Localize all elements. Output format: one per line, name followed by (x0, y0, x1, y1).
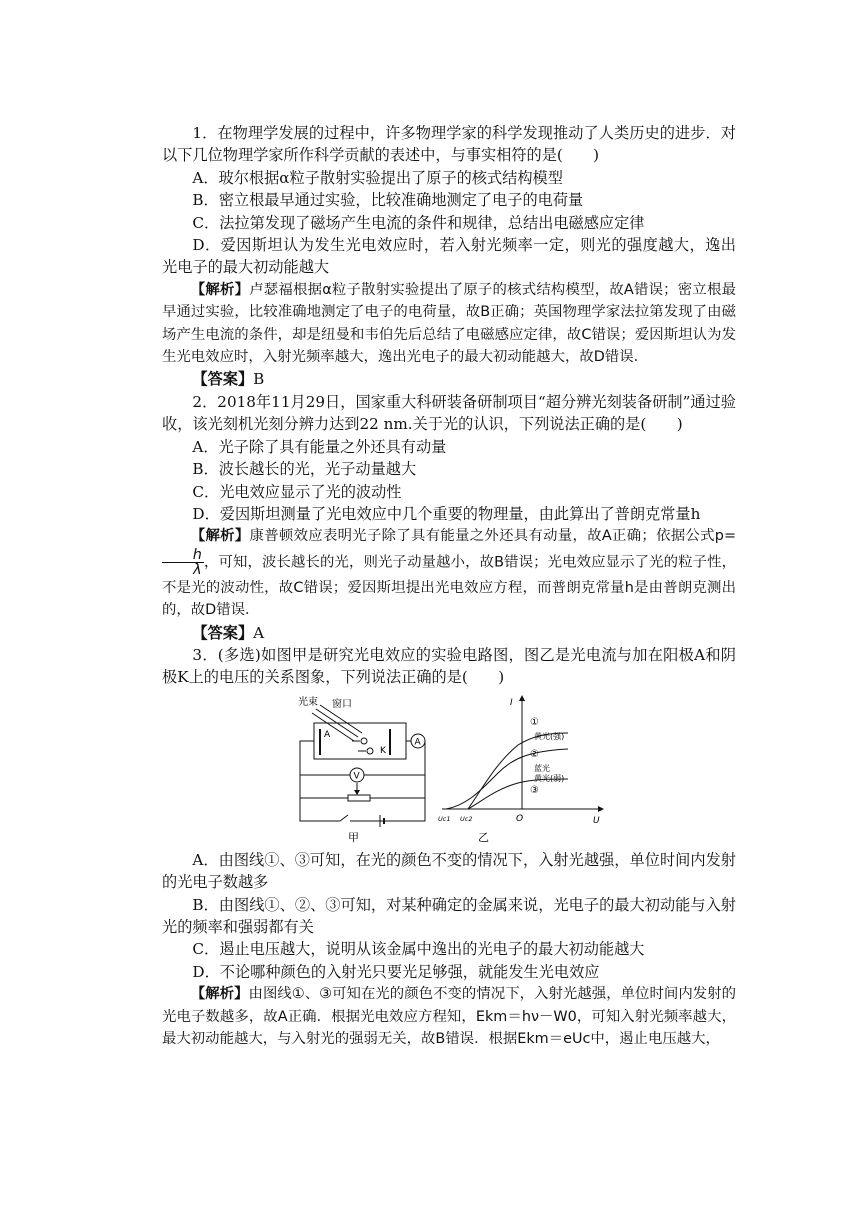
question-1-stem: 1．在物理学发展的过程中，许多物理学家的科学发现推动了人类历史的进步．对以下几位物理学家所作科学贡献的表述中，与事实相符的是( ) (162, 124, 736, 165)
switch-icon (340, 815, 348, 821)
question-1-answer (162, 368, 736, 390)
question-3-option-a: A．由图线①、③可知，在光的颜色不变的情况下，入射光越强，单位时间内发射的光电子数越多 (162, 850, 736, 892)
question-1-analysis (162, 279, 736, 369)
figure-jia-circuit (292, 693, 432, 843)
window-label: 窗口 (332, 698, 352, 710)
curve-2-number: ② (530, 748, 539, 760)
x-axis-label: U (593, 815, 600, 826)
analysis-text-2: ，可知，波长越长的光，则光子动量越小，故B错误；光电效应显示了光的粒子性，不是光的波动性，故C错误；爱因斯坦提出光电效应方程，而普朗克常量h是由普朗克测出的，故D错误． (162, 554, 736, 619)
voltmeter-label: V (353, 771, 360, 782)
question-1-option-d: D．爱因斯坦认为发生光电效应时，若入射光频率一定，则光的强度越大，逸出光电子的最大初动能越大 (162, 236, 736, 277)
light-beam-label: 光束 (298, 696, 318, 708)
uc2-label: Uc2 (460, 814, 473, 823)
curve-3-label: 黄光(弱) (534, 773, 565, 783)
origin-label: O (516, 813, 524, 824)
uc1-label: Uc1 (438, 814, 451, 823)
figure-yi-caption: 乙 (478, 830, 489, 843)
question-3-analysis (162, 983, 736, 1050)
answer-value: B (253, 370, 265, 389)
question-3-option-b: B．由图线①、②、③可知，对某种确定的金属来说，光电子的最大初动能与入射光的频率和强弱都有关 (162, 895, 736, 936)
question-2 (162, 391, 736, 644)
anode-label: A (324, 729, 331, 740)
question-3-figures (162, 693, 736, 843)
cathode-label: K (380, 745, 386, 756)
question-2-option-d: D．爱因斯坦测量了光电效应中几个重要的物理量，由此算出了普朗克常量h (192, 504, 701, 523)
answer-label: 【答案】 (192, 370, 254, 389)
question-2-option-a: A．光子除了具有能量之外还具有动量 (192, 437, 447, 456)
question-2-option-b: B．波长越长的光，光子动量越大 (192, 460, 417, 479)
answer-label: 【答案】 (192, 623, 254, 642)
fraction-denominator: λ (193, 561, 202, 578)
question-2-option-c: C．光电效应显示了光的波动性 (192, 482, 402, 501)
document-page (162, 122, 736, 1050)
question-2-answer (162, 622, 736, 644)
question-2-analysis (162, 525, 736, 621)
curve-1-number: ① (530, 716, 539, 728)
analysis-text: 由图线①、③可知在光的颜色不变的情况下，入射光越强，单位时间内发射的光电子数越多，故A正确．根据光电效应方程知，Ekm＝hν－W0，可知入射光频率越大，最大初动能越大，与入射光的强弱无关，故B错误．根据Ekm＝eUc中，遏止电压越大， (162, 986, 736, 1047)
analysis-label: 【解析】 (190, 986, 249, 1003)
analysis-text: 卢瑟福根据α粒子散射实验提出了原子的核式结构模型，故A错误；密立根最早通过实验，比较准确地测定了电子的电荷量，故B正确；英国物理学家法拉第发现了由磁场产生电流的条件，却是纽曼和韦伯先后总结了电磁感应定律，故C错误；爱因斯坦认为发生光电效应时，入射光频率越大，逸出光电子的最大初动能越大，故D错误． (162, 281, 736, 366)
y-axis-label: I (510, 697, 513, 708)
ammeter-label: A (414, 737, 421, 748)
answer-value: A (253, 623, 265, 642)
curve-3-yellow-weak (468, 779, 568, 809)
curve-3-number: ③ (530, 784, 539, 796)
electron-icon (352, 738, 373, 754)
curve-1-label: 黄光(强) (534, 731, 565, 741)
figure-yi-graph (438, 693, 608, 843)
question-3-option-d: D．不论哪种颜色的入射光只要光足够强，就能发生光电效应 (192, 962, 600, 981)
fraction-h-over-lambda (162, 548, 204, 577)
figure-jia-caption: 甲 (348, 830, 359, 843)
analysis-label: 【解析】 (190, 528, 250, 545)
analysis-label: 【解析】 (190, 281, 250, 298)
question-3 (162, 644, 736, 1050)
rheostat-icon (348, 795, 370, 801)
question-2-stem: 2．2018年11月29日，国家重大科研装备研制项目“超分辨光刻装备研制”通过验收，该光刻机光刻分辨力达到22 nm.关于光的认识，下列说法正确的是( ) (162, 392, 736, 434)
fraction-numerator: h (162, 548, 204, 563)
curve-1-yellow-strong (468, 733, 568, 809)
curve-2-label: 蓝光 (534, 763, 550, 773)
question-3-stem: 3．(多选)如图甲是研究光电效应的实验电路图，图乙是光电流与加在阳极A和阴极K上的电压的关系图象，下列说法正确的是( ) (162, 645, 736, 687)
analysis-text-1: 康普顿效应表明光子除了具有能量之外还具有动量，故A正确；依据公式p (249, 528, 724, 545)
question-1 (162, 122, 736, 391)
question-1-option-b: B．密立根最早通过实验，比较准确地测定了电子的电荷量 (192, 191, 584, 210)
equals-sign: = (723, 528, 736, 545)
question-1-option-a: A．玻尔根据α粒子散射实验提出了原子的核式结构模型 (192, 168, 563, 187)
question-1-option-c: C．法拉第发现了磁场产生电流的条件和规律，总结出电磁感应定律 (192, 213, 645, 232)
question-3-option-c: C．遏止电压越大，说明从该金属中逸出的光电子的最大初动能越大 (192, 940, 645, 959)
